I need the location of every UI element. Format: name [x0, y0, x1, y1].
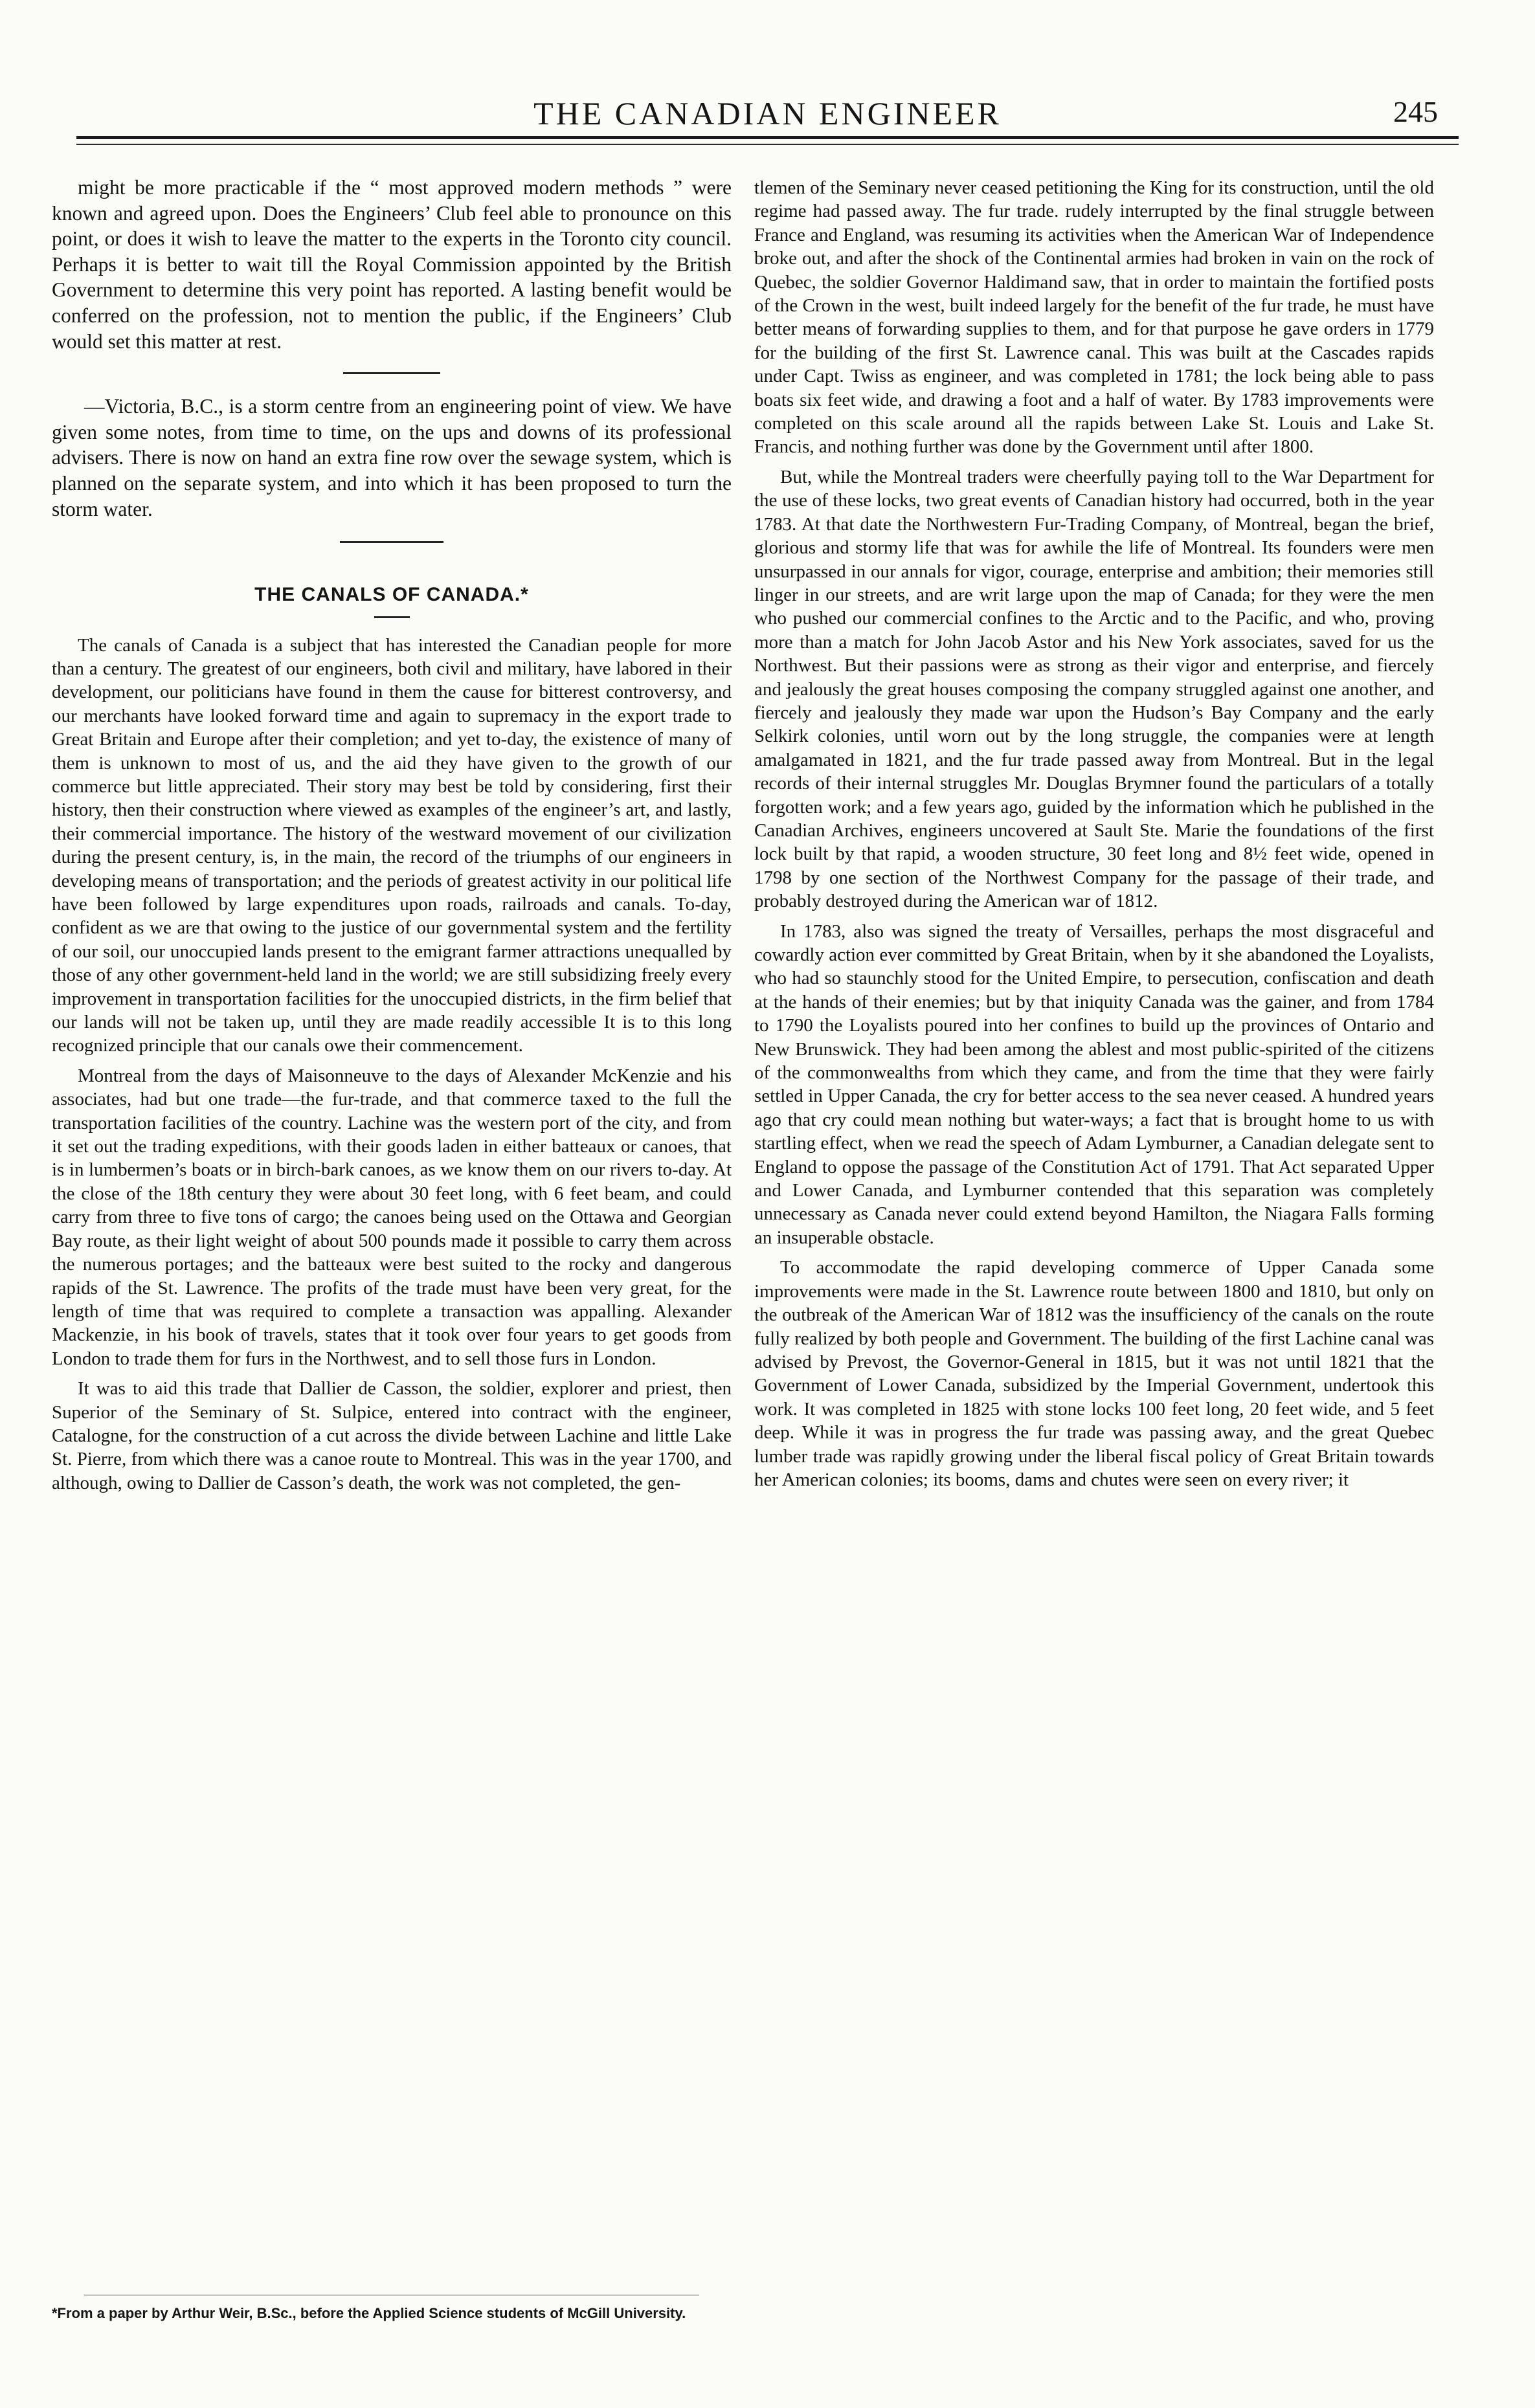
editorial-paragraph: might be more practicable if the “ most approved modern methods ” were known and agreed upon. Does the Engineers’ Club feel able to pronounce on this point, or does it wish to leave the matter to the experts in the Toronto city council. Perhaps it is better to wait till the Royal Commission appointed by the British Government to determine this very point has reported. A lasting benefit would be conferred on the profession, not to mention the public, if the Engineers’ Club would set this matter at rest.: [52, 176, 732, 353]
article-paragraph: In 1783, also was signed the treaty of Versailles, perhaps the most disgraceful and cowardly action ever committed by Great Britain, when by it she abandoned the Loyalists, who had so staunchly stood for the United Empire, to persecution, confiscation and death at the hands of their enemies; but by that iniquity Canada was the gainer, and from 1784 to 1790 the Loyalists poured into her confines to build up the provinces of Ontario and New Brunswick. They had been among the ablest and most public-spirited of the citizens of the commonwealths from which they came, and from the time that they were fairly settled in Upper Canada, the cry for better access to the sea never ceased. A hundred years ago that cry could mean nothing but water-ways; a fact that is brought home to us with startling effect, when we read the speech of Adam Lymburner, a Canadian delegate sent to England to oppose the passage of the Constitution Act of 1791. That Act separated Upper and Lower Canada, and Lymburner contended that this separation was completely unnecessary as Canada never could extend beyond Hamilton, the Niagara Falls forming an insuperable obstacle.: [754, 920, 1434, 1248]
footnote: *From a paper by Arthur Weir, B.Sc., before the Applied Science students of McGill University.: [52, 2305, 686, 2321]
article-paragraph: tlemen of the Seminary never ceased petitioning the King for its construction, until the old regime had passed away. The fur trade. rudely interrupted by the final struggle between France and England, was resuming its activities when the American War of Independence broke out, and after the shock of the Continental armies had broken in vain on the rock of Quebec, the soldier Governor Haldimand saw, that in order to maintain the fortified posts of the Crown in the west, built indeed largely for the benefit of the fur trade, he must have better means of forwarding supplies to them, and for that purpose he gave orders in 1779 for the building of the first St. Lawrence canal. This was built at the Cascades rapids under Capt. Twiss as engineer, and was completed in 1781; the lock being able to pass boats six feet wide, and drawing a foot and a half of water. By 1783 improvements were completed on this scale around all the rapids between Lake St. Louis and Lake St. Francis, and nothing further was done by the Government until after 1800.: [754, 177, 1434, 458]
article-paragraph: Montreal from the days of Maisonneuve to the days of Alexander McKenzie and his associates, had but one trade—the fur-trade, and that commerce taxed to the full the transportation facilities of the country. Lachine was the western port of the city, and from it set out the trading expeditions, with their goods laden in either batteaux or canoes, that is in lumbermen’s boats or in birch-bark canoes, as we know them on our rivers to-day. At the close of the 18th century they were about 30 feet long, with 6 feet beam, and could carry from three to five tons of cargo; the canoes being used on the Ottawa and Georgian Bay route, as their light weight of about 500 pounds made it possible to carry them across the numerous portages; and the batteaux were best suited to the rocky and dangerous rapids of the St. Lawrence. The profits of the trade must have been very great, for the length of time that was required to complete a transaction was appalling. Alexander Mackenzie, in his book of travels, states that it took over four years to get goods from London to trade them for furs in the Northwest, and to sell those furs in London.: [52, 1065, 732, 1369]
article-paragraph: It was to aid this trade that Dallier de Casson, the soldier, explorer and priest, then Superior of the Seminary of St. Sulpice, entered into contract with the engineer, Catalogne, for the construction of a cut across the divide between Lachine and little Lake St. Pierre, from which there was a canoe route to Montreal. This was in the year 1700, and although, owing to Dallier de Casson’s death, the work was not completed, the gen-: [52, 1378, 732, 1493]
section-divider: [340, 541, 443, 543]
editorial-paragraph: —Victoria, B.C., is a storm centre from an engineering point of view. We have given some notes, from time to time, on the ups and downs of its professional advisers. There is now on hand an extra fine row over the sewage system, which is planned on the separate system, and into which it has been proposed to turn the storm water.: [52, 395, 732, 520]
header-rule-thin: [76, 144, 1459, 145]
title-divider: [374, 616, 410, 618]
right-column: [754, 176, 1434, 1498]
article-title: THE CANALS OF CANADA.*: [254, 584, 529, 606]
article-paragraph: The canals of Canada is a subject that has interested the Canadian people for more than a century. The greatest of our engineers, both civil and military, have labored in their development, our politicians have found in them the cause for bitterest controversy, and our merchants have looked forward time and again to supremacy in the export trade to Great Britain and Europe after their completion; and yet to-day, the existence of many of them is unknown to most of us, and the aid they have given to the growth of our commerce but little appreciated. Their story may best be told by considering, first their history, then their construction where viewed as examples of the engineer’s art, and lastly, their commercial importance. The history of the westward movement of our civilization during the present century, is, in the main, the record of the triumphs of our engineers in developing means of transportation; and the periods of greatest activity in our political life have been followed by large expenditures upon roads, railroads and canals. To-day, confident as we are that owing to the justice of our governmental system and the fertility of our soil, our unoccupied lands present to the emigrant farmer attractions unequalled by those of any other government-held land in the world; we are still subsidizing freely every improvement in transportation facilities for the unoccupied districts, in the firm belief that our lands will not be taken up, until they are made readily accessible It is to this long recognized principle that our canals owe their commencement.: [52, 634, 732, 1056]
section-divider: [343, 372, 440, 374]
editorial-notes: [52, 175, 732, 522]
running-head: [0, 0, 1535, 129]
article-paragraph: To accommodate the rapid developing commerce of Upper Canada some improvements were made in the St. Lawrence route between 1800 and 1810, but only on the outbreak of the American War of 1812 was the insufficiency of the canals on the route fully realized by both people and Government. The building of the first Lachine canal was advised by Prevost, the Governor-General in 1815, but it was not until 1821 that the Government of Lower Canada, subsidized by the Imperial Government, undertook this work. It was completed in 1825 with stone locks 100 feet long, 20 feet wide, and 5 feet deep. While it was in progress the fur trade was passing away, and the great Quebec lumber trade was rapidly growing under the liberal fiscal policy of Great Britain towards her American colonies; its booms, dams and chutes were seen on every river; it: [754, 1257, 1434, 1490]
header-rule: [76, 136, 1459, 139]
left-column: [52, 175, 732, 1501]
page-number: 245: [1393, 95, 1438, 128]
journal-title: THE CANADIAN ENGINEER: [533, 95, 1002, 131]
article-paragraph: But, while the Montreal traders were cheerfully paying toll to the War Department for the use of these locks, two great events of Canadian history had occurred, both in the year 1783. At that date the Northwestern Fur-Trading Company, of Montreal, began the brief, glorious and stormy life that was for awhile the life of Montreal. Its founders were men unsurpassed in our annals for vigor, courage, enterprise and ambition; their memories still linger in our streets, and are writ large upon the map of Canada; for they were the men who pushed our commercial confines to the Arctic and to the Pacific, and who, proving more than a match for John Jacob Astor and his New York associates, saved for us the Northwest. But their passions were as strong as their vigor and enterprise, and fiercely and jealously the great houses composing the company struggled against one another, and fiercely and jealously they made war upon the Hudson’s Bay Company and the early Selkirk colonies, until worn out by the long struggle, the companies were at length amalgamated in 1821, and the fur trade passed away from Montreal. But in the legal records of their internal struggles Mr. Douglas Brymner found the particulars of a totally forgotten work; and a few years ago, guided by the information which he published in the Canadian Archives, engineers uncovered at Sault Ste. Marie the foundations of the first lock built by that rapid, a wooden structure, 30 feet long and 8½ feet wide, opened in 1798 by one section of the Northwest Company for the passage of their trade, and probably destroyed during the American war of 1812.: [754, 466, 1434, 912]
